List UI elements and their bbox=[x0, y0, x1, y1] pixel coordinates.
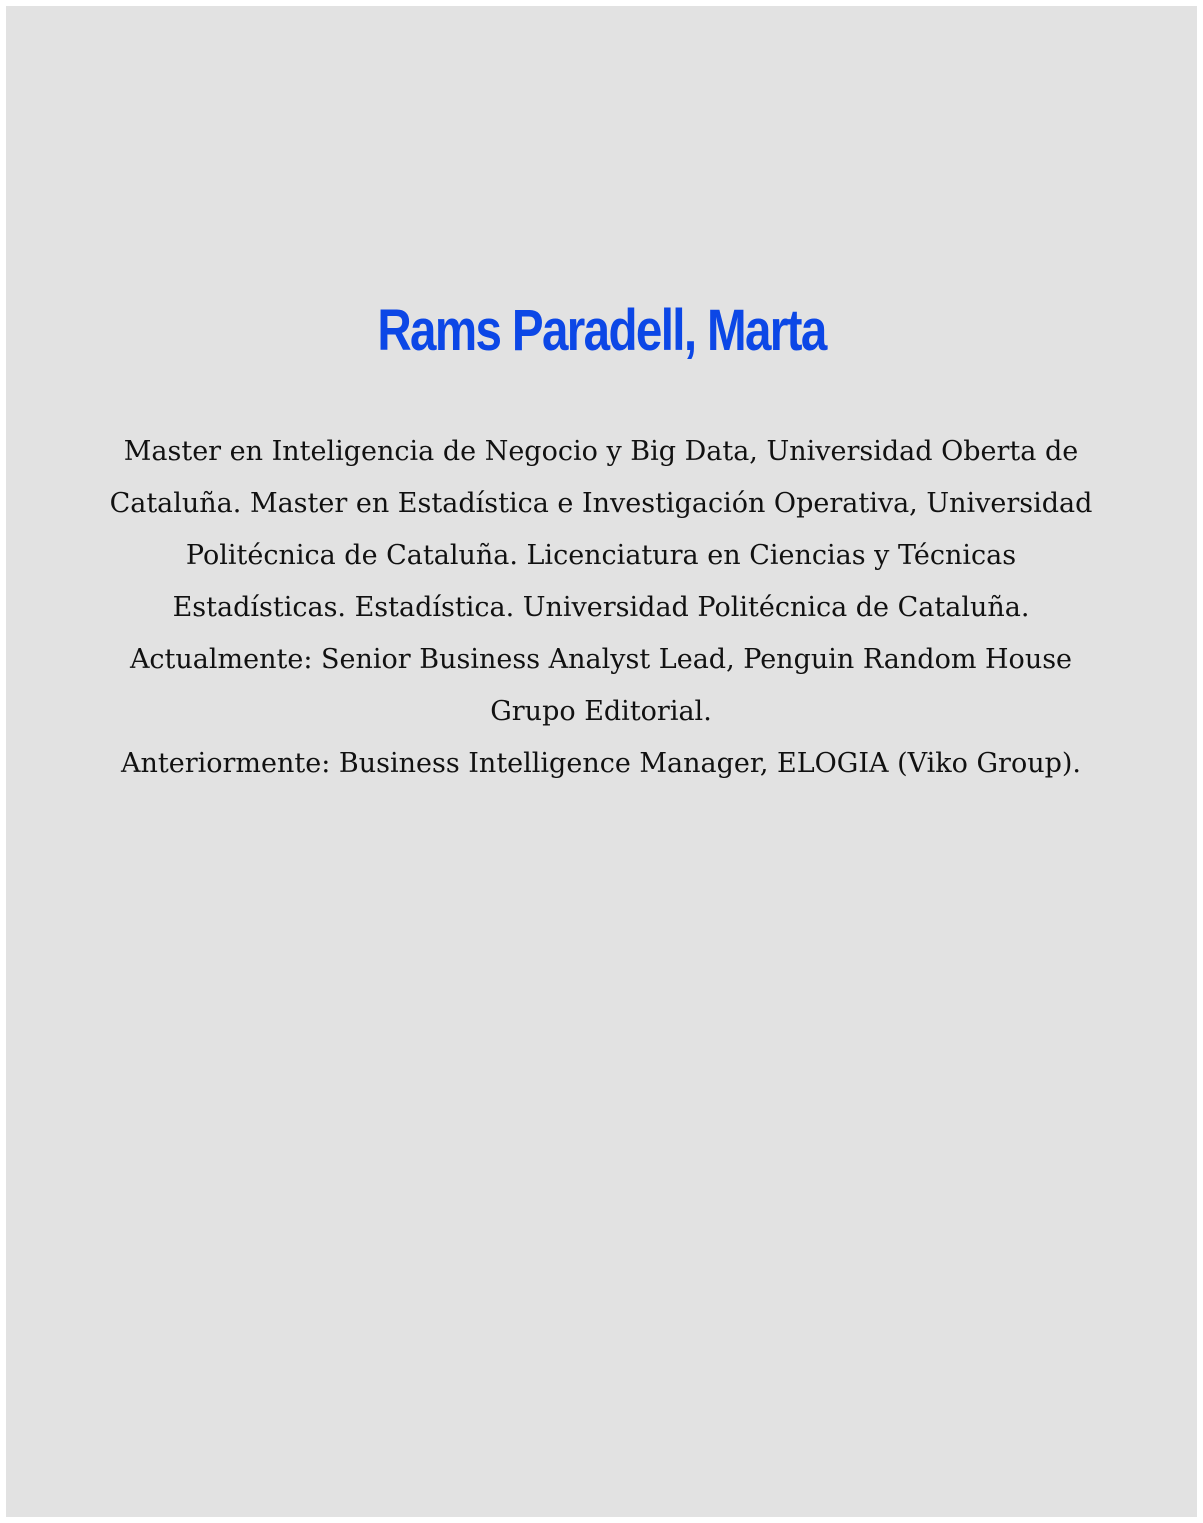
current-position-text: Actualmente: Senior Business Analyst Lead, Penguin Random House Grupo Editorial. bbox=[129, 644, 1073, 727]
profile-card bbox=[6, 6, 1197, 1517]
profile-bio bbox=[101, 426, 1101, 790]
profile-name: Rams Paradell, Marta bbox=[377, 298, 826, 363]
education-text: Master en Inteligencia de Negocio y Big Data, Universidad Oberta de Cataluña. Master en Estadística e Investigación Operativa, Universidad Politécnica de Cataluña. Licenciatura en Ciencias y Técnicas Estadísticas. Estadística. Universidad Politécnica de Cataluña. bbox=[109, 436, 1093, 623]
previous-position-text: Anteriormente: Business Intelligence Manager, ELOGIA (Viko Group). bbox=[120, 748, 1081, 779]
